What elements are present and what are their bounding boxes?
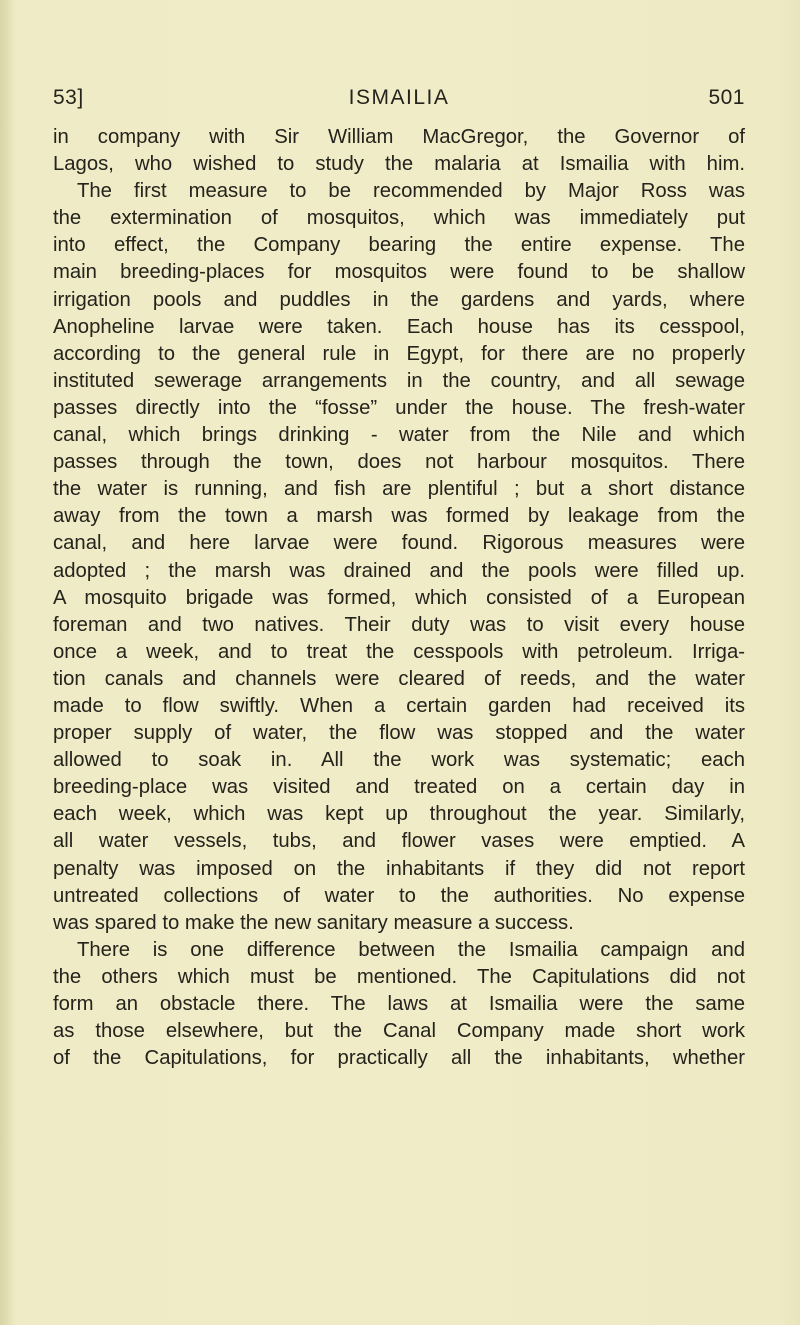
text-line: canal, and here larvae were found. Rigorous measures were <box>53 532 745 555</box>
text-line: Anopheline larvae were taken. Each house has its cesspool, <box>53 315 745 338</box>
text-line: into effect, the Company bearing the entire expense. The <box>53 234 745 257</box>
text-line: There is one difference between the Ismailia campaign and <box>77 938 745 961</box>
text-line: adopted ; the marsh was drained and the pools were filled up. <box>53 559 745 582</box>
text-line: untreated collections of water to the authorities. No expense <box>53 884 745 907</box>
text-line: passes through the town, does not harbour mosquitos. There <box>53 451 745 474</box>
text-line: in company with Sir William MacGregor, the Governor of <box>53 126 745 148</box>
text-line: proper supply of water, the flow was stopped and the water <box>53 722 745 745</box>
text-line: made to flow swiftly. When a certain garden had received its <box>53 694 745 717</box>
text-line: instituted sewerage arrangements in the country, and all sewage <box>53 369 745 392</box>
text-line: breeding-place was visited and treated on a certain day in <box>53 776 745 799</box>
running-header <box>53 86 745 116</box>
text-line: penalty was imposed on the inhabitants if they did not report <box>53 857 745 880</box>
chapter-number: 53] <box>53 86 84 109</box>
body-text <box>53 124 745 1072</box>
text-line: canal, which brings drinking - water from the Nile and which <box>53 424 745 447</box>
text-line: as those elsewhere, but the Canal Company made short work <box>53 1020 745 1043</box>
text-line: passes directly into the “fosse” under the house. The fresh-water <box>53 396 745 419</box>
page-number: 501 <box>708 86 745 109</box>
text-line: allowed to soak in. All the work was systematic; each <box>53 749 745 772</box>
text-line: away from the town a marsh was formed by leakage from the <box>53 505 745 528</box>
text-line: once a week, and to treat the cesspools with petroleum. Irriga- <box>53 640 745 663</box>
text-line: main breeding-places for mosquitos were found to be shallow <box>53 261 745 284</box>
running-title: ISMAILIA <box>348 86 450 109</box>
text-line: A mosquito brigade was formed, which consisted of a European <box>53 586 745 609</box>
text-line: The first measure to be recommended by Major Ross was <box>77 180 745 203</box>
text-line: irrigation pools and puddles in the gardens and yards, where <box>53 288 745 311</box>
text-line: the water is running, and fish are plentiful ; but a short distance <box>53 478 745 501</box>
text-line: the extermination of mosquitos, which was immediately put <box>53 207 745 230</box>
text-line: foreman and two natives. Their duty was to visit every house <box>53 613 745 636</box>
text-line: form an obstacle there. The laws at Ismailia were the same <box>53 993 745 1015</box>
text-line: of the Capitulations, for practically all the inhabitants, whether <box>53 1047 745 1070</box>
text-line: all water vessels, tubs, and flower vases were emptied. A <box>53 830 745 853</box>
text-line: tion canals and channels were cleared of reeds, and the water <box>53 667 745 690</box>
text-line: according to the general rule in Egypt, for there are no properly <box>53 342 745 365</box>
page-edge-shadow <box>0 0 14 1325</box>
text-line: was spared to make the new sanitary measure a success. <box>53 911 574 934</box>
text-line: the others which must be mentioned. The Capitulations did not <box>53 965 745 988</box>
text-line: Lagos, who wished to study the malaria at Ismailia with him. <box>53 153 745 176</box>
text-line: each week, which was kept up throughout the year. Similarly, <box>53 803 745 826</box>
